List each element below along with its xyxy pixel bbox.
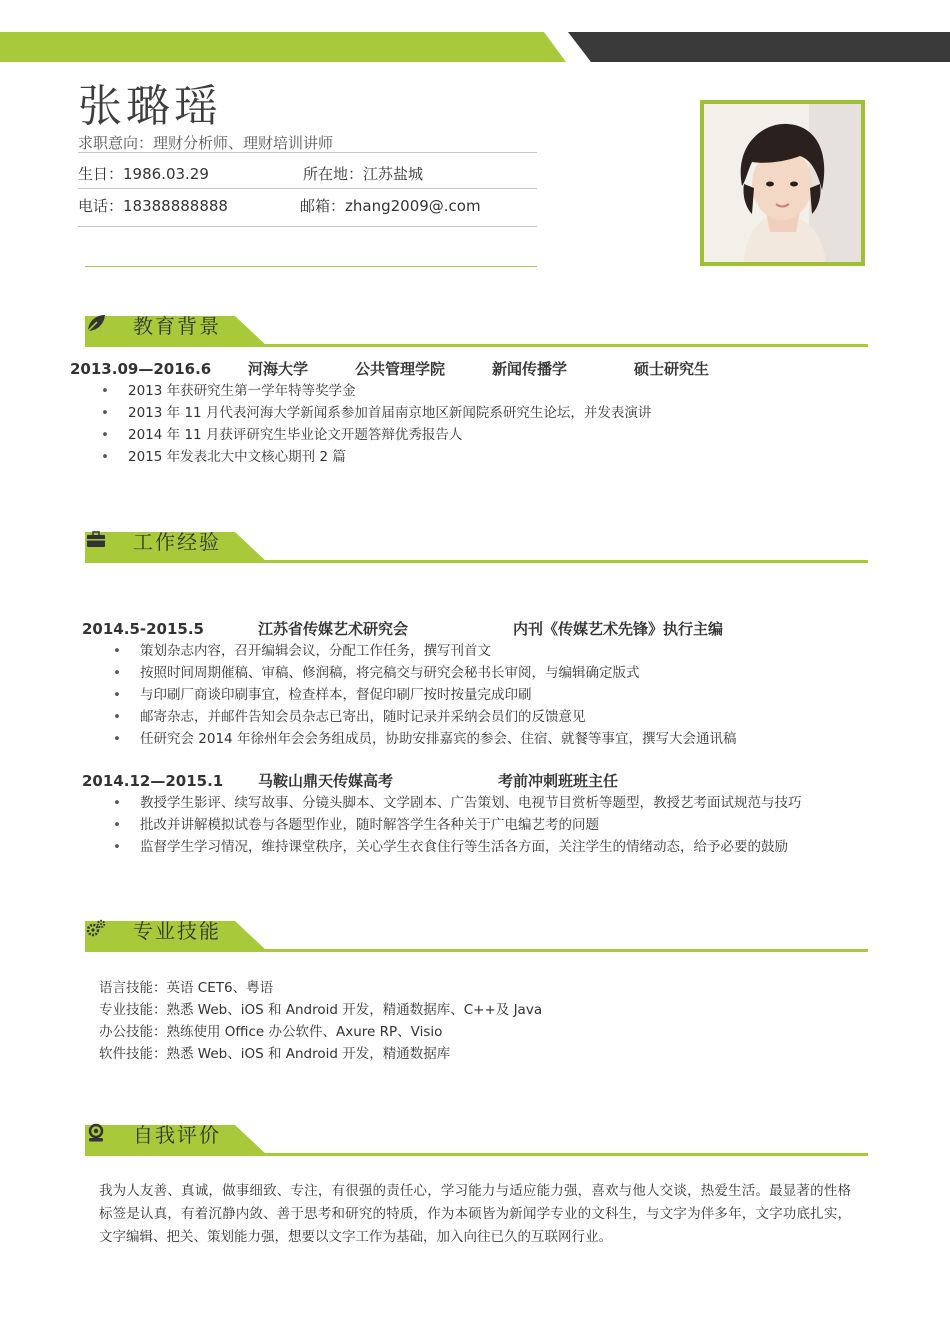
list-item: • 任研究会 2014 年徐州年会会务组成员，协助安排嘉宾的参会、住宿、就餐等事宜，撰写大会通讯稿 xyxy=(140,728,736,750)
edu-school: 河海大学 xyxy=(248,360,309,378)
list-item: • 2014 年 11 月获评研究生毕业论文开题答辩优秀报告人 xyxy=(128,424,651,446)
leaf-icon xyxy=(85,312,107,334)
list-item: • 教授学生影评、续写故事、分镜头脚本、文学剧本、广告策划、电视节目赏析等题型，教授艺考面试规范与技巧 xyxy=(140,792,802,814)
list-item: • 监督学生学习情况，维持课堂秩序，关心学生衣食住行等生活各方面，关注学生的情绪动态，给予必要的鼓励 xyxy=(140,836,802,858)
divider xyxy=(78,226,537,227)
job-duties xyxy=(140,640,736,750)
profile-photo xyxy=(700,100,865,266)
section-header-self xyxy=(85,1121,868,1161)
section-title: 工作经验 xyxy=(133,530,221,554)
edu-achievements xyxy=(128,380,651,468)
job-period: 2014.12—2015.1 xyxy=(82,772,224,790)
phone: 电话：18388888888 xyxy=(78,197,228,215)
section-title: 教育背景 xyxy=(133,314,221,338)
skill-office: 办公技能：熟练使用 Office 办公软件、Axure RP、Visio xyxy=(99,1024,443,1040)
self-evaluation-text: 我为人友善、真诚，做事细致、专注，有很强的责任心，学习能力与适应能力强，喜欢与他人交谈，热爱生活。最显著的性格标签是认真，有着沉静内敛、善于思考和研究的特质，作为本硕皆为新闻学专业的文科生，与文字为伴多年，文字功底扎实，文字编辑、把关、策划能力强，想要以文字工作为基础，加入向往已久的互联网行业。 xyxy=(99,1183,851,1245)
job-role: 内刊《传媒艺术先锋》执行主编 xyxy=(513,620,724,638)
section-header-work xyxy=(85,528,868,568)
list-item: • 按照时间周期催稿、审稿、修润稿，将完稿交与研究会秘书长审阅，与编辑确定版式 xyxy=(140,662,736,684)
email: 邮箱：zhang2009@.com xyxy=(300,197,481,215)
briefcase-icon xyxy=(85,528,107,550)
job-duties xyxy=(140,792,802,858)
job-org: 马鞍山鼎天传媒高考 xyxy=(258,772,394,790)
gears-icon xyxy=(85,917,107,939)
list-item: • 2013 年 11 月代表河海大学新闻系参加首届南京地区新闻院系研究生论坛，并发表演讲 xyxy=(128,402,651,424)
divider xyxy=(85,266,537,267)
section-header-skills xyxy=(85,917,868,957)
skill-professional: 专业技能：熟悉 Web、iOS 和 Android 开发，精通数据库、C++及 Java xyxy=(99,1002,543,1018)
skill-language: 语言技能：英语 CET6、粤语 xyxy=(99,980,274,996)
person-icon xyxy=(85,1121,107,1143)
edu-college: 公共管理学院 xyxy=(355,360,446,378)
divider xyxy=(78,188,537,189)
list-item: • 2013 年获研究生第一学年特等奖学金 xyxy=(128,380,651,402)
skill-software: 软件技能：熟悉 Web、iOS 和 Android 开发，精通数据库 xyxy=(99,1046,451,1062)
location: 所在地：江苏盐城 xyxy=(303,165,424,183)
list-item: • 批改并讲解模拟试卷与各题型作业，随时解答学生各种关于广电编艺考的问题 xyxy=(140,814,802,836)
candidate-name: 张璐瑶 xyxy=(78,81,222,132)
section-header-education xyxy=(85,312,868,352)
list-item: • 2015 年发表北大中文核心期刊 2 篇 xyxy=(128,446,651,468)
section-title: 自我评价 xyxy=(133,1123,221,1147)
job-objective: 求职意向：理财分析师、理财培训讲师 xyxy=(78,134,334,152)
divider xyxy=(78,152,537,153)
section-title: 专业技能 xyxy=(133,919,221,943)
edu-period: 2013.09—2016.6 xyxy=(70,360,212,378)
list-item: • 与印刷厂商谈印刷事宜，检查样本，督促印刷厂按时按量完成印刷 xyxy=(140,684,736,706)
birthday: 生日：1986.03.29 xyxy=(78,165,209,183)
edu-major: 新闻传播学 xyxy=(492,360,568,378)
avatar-illustration xyxy=(704,104,861,262)
top-decor-band xyxy=(0,32,950,62)
job-period: 2014.5-2015.5 xyxy=(82,620,204,638)
list-item: • 邮寄杂志，并邮件告知会员杂志已寄出，随时记录并采纳会员们的反馈意见 xyxy=(140,706,736,728)
edu-degree: 硕士研究生 xyxy=(634,360,710,378)
list-item: • 策划杂志内容，召开编辑会议，分配工作任务，撰写刊首文 xyxy=(140,640,736,662)
job-org: 江苏省传媒艺术研究会 xyxy=(258,620,409,638)
job-role: 考前冲刺班班主任 xyxy=(498,772,619,790)
